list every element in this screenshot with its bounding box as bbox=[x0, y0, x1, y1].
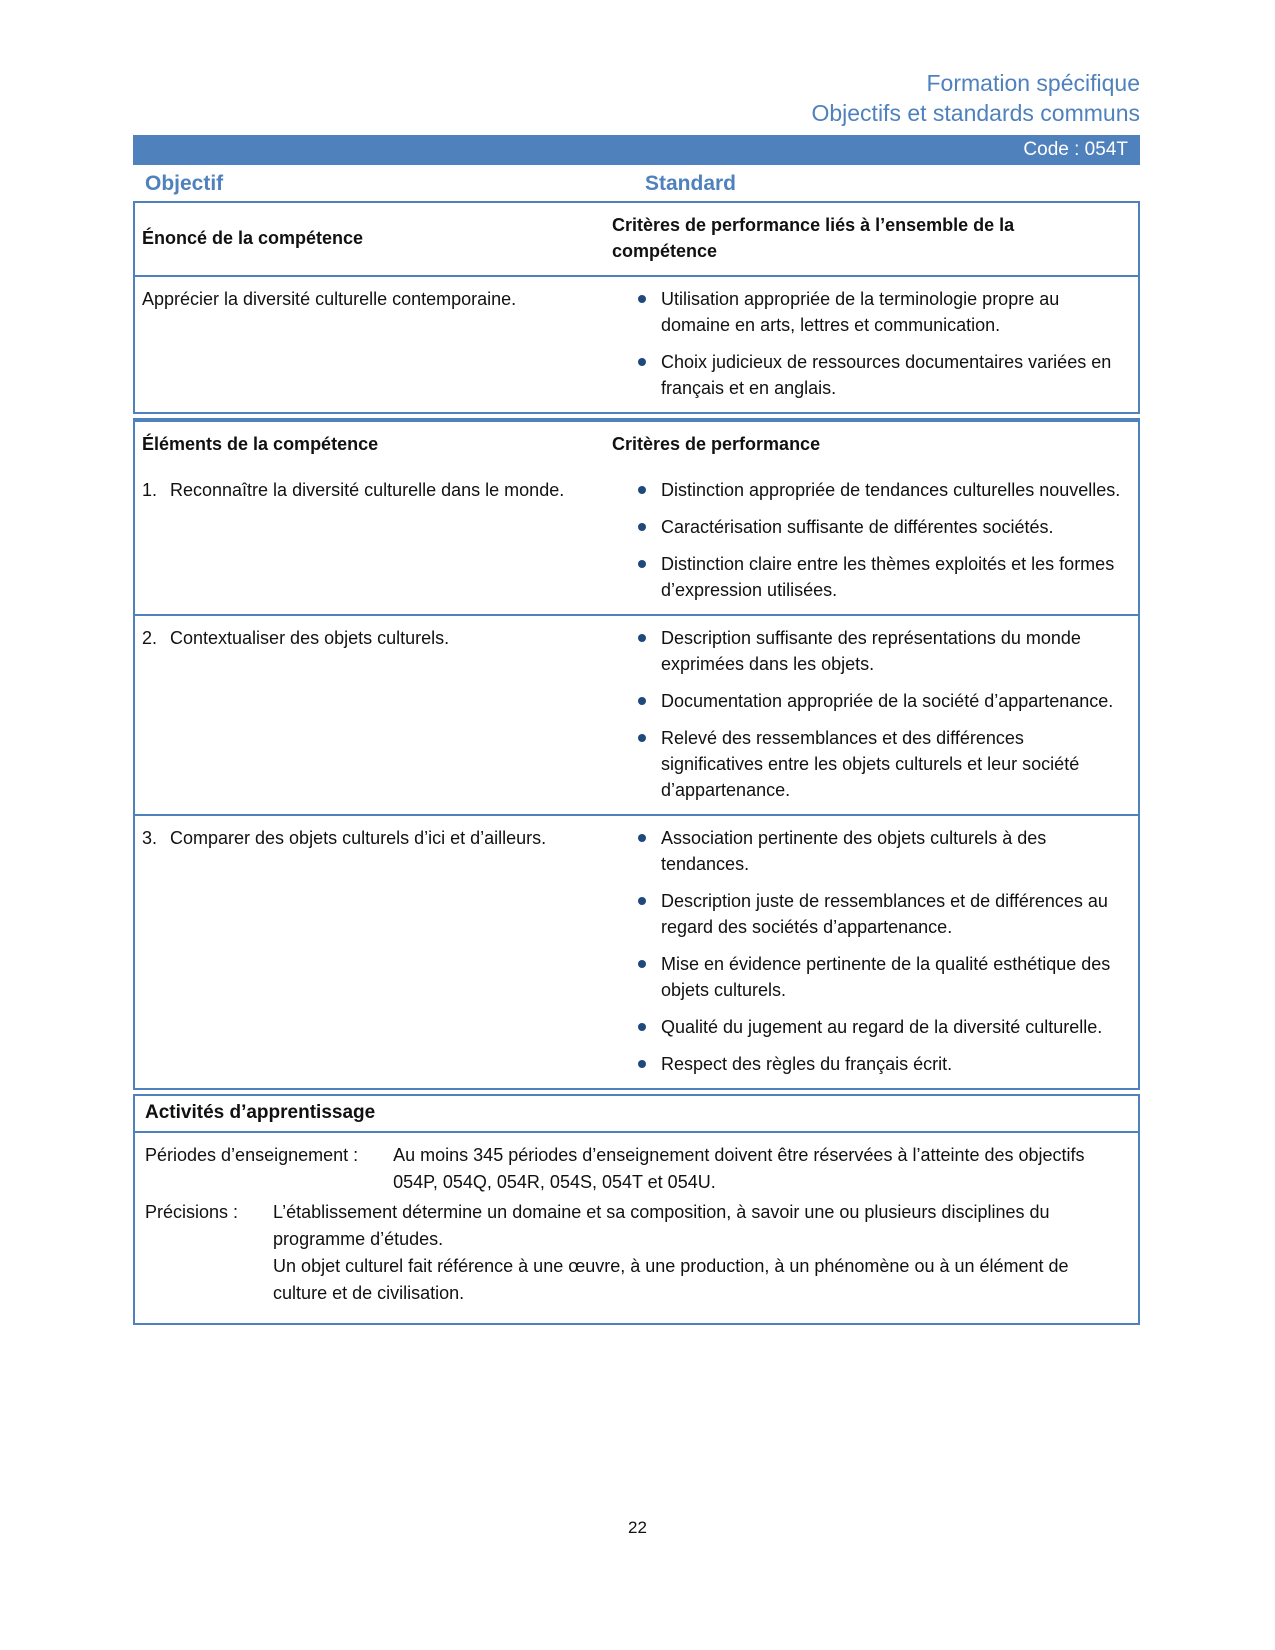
criterion-item bbox=[612, 477, 1126, 503]
competence-criteria-list bbox=[612, 277, 1138, 412]
activity-paragraph: Au moins 345 périodes d’enseignement doivent être réservées à l’atteinte des objectifs 054P, 054Q, 054R, 054S, 054T et 054U. bbox=[393, 1145, 1085, 1192]
bullet-icon bbox=[638, 295, 646, 303]
competence-table bbox=[133, 201, 1140, 414]
activity-label: Périodes d’enseignement : bbox=[145, 1145, 359, 1165]
bullet-icon bbox=[638, 834, 646, 842]
elements-rows bbox=[135, 468, 1138, 1088]
criterion-text: Utilisation appropriée de la terminologie propre au domaine en arts, lettres et communication. bbox=[661, 289, 1060, 335]
criterion-item bbox=[612, 688, 1126, 714]
criterion-item bbox=[612, 349, 1126, 401]
page-number: 22 bbox=[628, 1518, 647, 1537]
competence-statement: Apprécier la diversité culturelle contemporaine. bbox=[142, 289, 517, 309]
element-row bbox=[135, 614, 1138, 814]
criterion-item bbox=[612, 1051, 1126, 1077]
bullet-icon bbox=[638, 897, 646, 905]
element-row bbox=[135, 814, 1138, 1088]
element-criteria-list bbox=[612, 616, 1138, 814]
element-item bbox=[142, 825, 602, 851]
element-cell bbox=[135, 468, 612, 614]
bullet-icon bbox=[638, 1060, 646, 1068]
bullet-icon bbox=[638, 1023, 646, 1031]
elements-table bbox=[133, 418, 1140, 1090]
elements-header: Éléments de la compétence bbox=[142, 434, 379, 454]
activity-text bbox=[273, 1199, 1083, 1307]
criterion-text: Choix judicieux de ressources documentaires variées en français et en anglais. bbox=[661, 352, 1112, 398]
activity-text bbox=[393, 1142, 1128, 1196]
bullet-icon bbox=[638, 523, 646, 531]
header-line-2: Objectifs et standards communs bbox=[811, 100, 1140, 126]
element-number: 1. bbox=[142, 480, 158, 500]
activities-table bbox=[133, 1094, 1140, 1325]
elements-header-row bbox=[135, 422, 1138, 468]
bullet-icon bbox=[638, 697, 646, 705]
element-number: 2. bbox=[142, 628, 158, 648]
criterion-text: Association pertinente des objets culturels à des tendances. bbox=[661, 828, 1047, 874]
criterion-text: Mise en évidence pertinente de la qualité esthétique des objets culturels. bbox=[661, 954, 1111, 1000]
criterion-item bbox=[612, 514, 1126, 540]
bullet-icon bbox=[638, 486, 646, 494]
criterion-item bbox=[612, 951, 1126, 1003]
activity-label: Précisions : bbox=[145, 1202, 239, 1222]
criterion-item bbox=[612, 888, 1126, 940]
activity-row bbox=[145, 1199, 1128, 1307]
criterion-text: Caractérisation suffisante de différentes sociétés. bbox=[661, 517, 1054, 537]
criterion-text: Relevé des ressemblances et des différences significatives entre les objets culturels et leur société d’appartenance. bbox=[661, 728, 1080, 800]
element-text: Contextualiser des objets culturels. bbox=[170, 628, 450, 648]
criterion-item bbox=[612, 286, 1126, 338]
code-bar: Code : 054T bbox=[133, 135, 1140, 165]
element-row bbox=[135, 468, 1138, 614]
element-cell bbox=[135, 816, 612, 1088]
criterion-item bbox=[612, 1014, 1126, 1040]
bullet-icon bbox=[638, 960, 646, 968]
activity-row bbox=[145, 1142, 1128, 1196]
criterion-text: Documentation appropriée de la société d’appartenance. bbox=[661, 691, 1114, 711]
criterion-text: Distinction claire entre les thèmes exploités et les formes d’expression utilisées. bbox=[661, 554, 1115, 600]
activities-body bbox=[135, 1133, 1138, 1323]
criterion-item bbox=[612, 551, 1126, 603]
bullet-icon bbox=[638, 634, 646, 642]
criterion-text: Qualité du jugement au regard de la diversité culturelle. bbox=[661, 1017, 1103, 1037]
activity-paragraph: L’établissement détermine un domaine et sa composition, à savoir une ou plusieurs disciplines du programme d’études. bbox=[273, 1202, 1050, 1249]
element-number: 3. bbox=[142, 828, 158, 848]
competence-header-row bbox=[135, 203, 1138, 275]
bullet-icon bbox=[638, 560, 646, 568]
criterion-item bbox=[612, 625, 1126, 677]
enonce-header: Énoncé de la compétence bbox=[142, 228, 364, 248]
header-line-1: Formation spécifique bbox=[926, 70, 1140, 96]
element-item bbox=[142, 477, 602, 503]
criteres-performance-header: Critères de performance bbox=[612, 434, 821, 454]
criterion-item bbox=[612, 725, 1126, 803]
competence-body-row bbox=[135, 275, 1138, 412]
bullet-icon bbox=[638, 734, 646, 742]
element-criteria-list bbox=[612, 816, 1138, 1088]
objectif-heading: Objectif bbox=[145, 172, 224, 195]
document-header bbox=[133, 68, 1140, 128]
element-cell bbox=[135, 616, 612, 814]
criterion-text: Respect des règles du français écrit. bbox=[661, 1054, 953, 1074]
criterion-item bbox=[612, 825, 1126, 877]
standard-heading: Standard bbox=[645, 172, 737, 195]
activity-paragraph: Un objet culturel fait référence à une œuvre, à une production, à un phénomène ou à un élément de culture et de civilisation. bbox=[273, 1256, 1069, 1303]
bullet-icon bbox=[638, 358, 646, 366]
column-headers bbox=[133, 172, 1140, 196]
activities-header: Activités d’apprentissage bbox=[135, 1096, 1138, 1133]
criteres-ensemble-header: Critères de performance liés à l’ensemble de la compétence bbox=[612, 215, 1015, 261]
criterion-text: Description juste de ressemblances et de différences au regard des sociétés d’appartenance. bbox=[661, 891, 1108, 937]
element-text: Comparer des objets culturels d’ici et d’ailleurs. bbox=[170, 828, 547, 848]
element-criteria-list bbox=[612, 468, 1138, 614]
element-text: Reconnaître la diversité culturelle dans le monde. bbox=[170, 480, 565, 500]
criterion-text: Description suffisante des représentations du monde exprimées dans les objets. bbox=[661, 628, 1081, 674]
criterion-text: Distinction appropriée de tendances culturelles nouvelles. bbox=[661, 480, 1121, 500]
element-item bbox=[142, 625, 602, 651]
